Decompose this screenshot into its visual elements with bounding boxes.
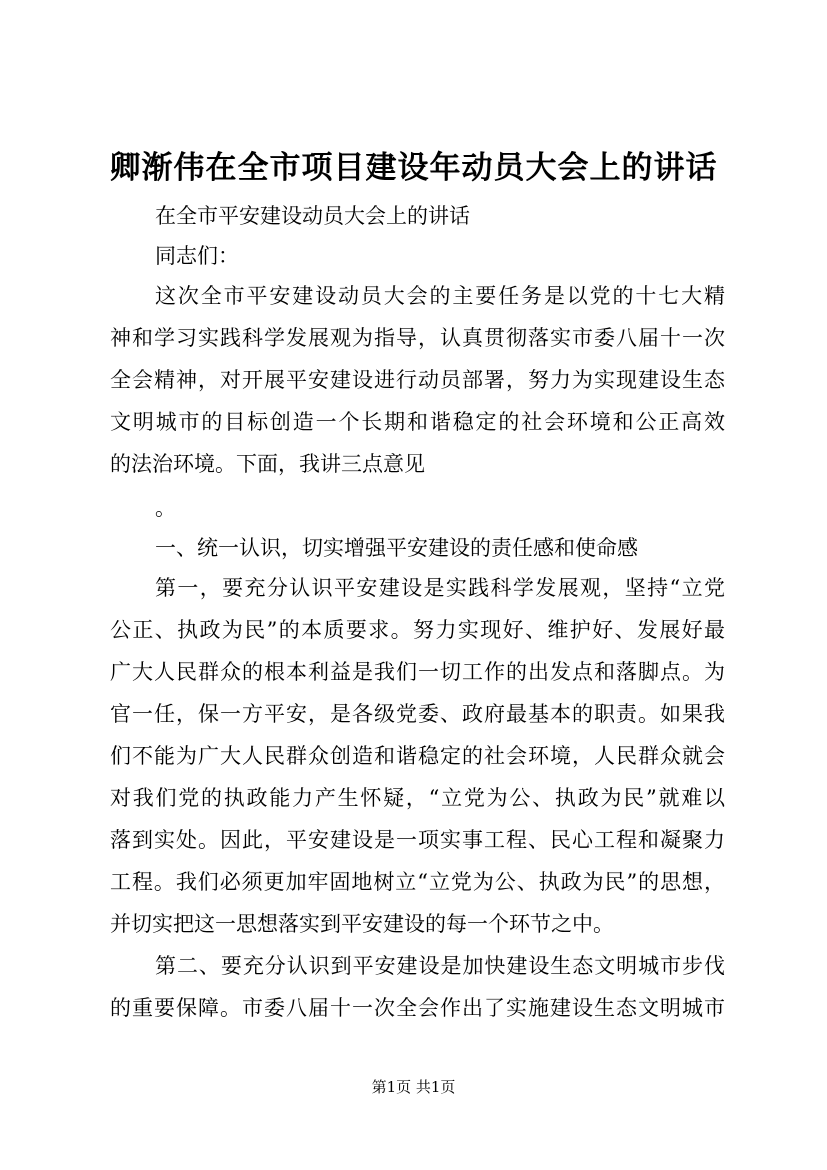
paragraph-line: 文明城市的目标创造一个长期和谐稳定的社会环境和公正高效 [110, 410, 725, 434]
paragraph-line: 全会精神，对开展平安建设进行动员部署，努力为实现建设生态 [110, 368, 725, 392]
paragraph-line: 工程。我们必须更加牢固地树立“立党为公、执政为民”的思想， [110, 870, 725, 894]
paragraph-line: 并切实把这一思想落实到平安建设的每一个环节之中。 [110, 912, 614, 936]
paragraph-line: 广大人民群众的根本利益是我们一切工作的出发点和落脚点。为 [110, 660, 725, 684]
paragraph-line: 对我们党的执政能力产生怀疑，“立党为公、执政为民”就难以 [110, 786, 725, 810]
paragraph-line: 第一，要充分认识平安建设是实践科学发展观，坚持“立党 [155, 576, 725, 600]
paragraph-line: 这次全市平安建设动员大会的主要任务是以党的十七大精 [155, 284, 725, 308]
page-footer: 第1页 共1页 [371, 1078, 456, 1096]
paragraph-line: 们不能为广大人民群众创造和谐稳定的社会环境，人民群众就会 [110, 744, 725, 768]
stray-period: 。 [155, 496, 176, 520]
paragraph-line: 落到实处。因此，平安建设是一项实事工程、民心工程和凝聚力 [110, 828, 725, 852]
document-title: 卿渐伟在全市项目建设年动员大会上的讲话 [109, 150, 718, 186]
paragraph-line: 第二、要充分认识到平安建设是加快建设生态文明城市步伐 [155, 954, 725, 978]
paragraph-line: 的法治环境。下面，我讲三点意见 [110, 452, 425, 476]
greeting: 同志们： [155, 244, 239, 268]
paragraph-line: 神和学习实践科学发展观为指导，认真贯彻落实市委八届十一次 [110, 326, 725, 350]
speech-subtitle: 在全市平安建设动员大会上的讲话 [155, 204, 470, 228]
paragraph-line: 的重要保障。市委八届十一次全会作出了实施建设生态文明城市 [110, 996, 725, 1020]
paragraph-line: 官一任，保一方平安，是各级党委、政府最基本的职责。如果我 [110, 702, 725, 726]
paragraph-line: 公正、执政为民”的本质要求。努力实现好、维护好、发展好最 [110, 618, 725, 642]
section-heading: 一、统一认识，切实增强平安建设的责任感和使命感 [155, 536, 638, 560]
